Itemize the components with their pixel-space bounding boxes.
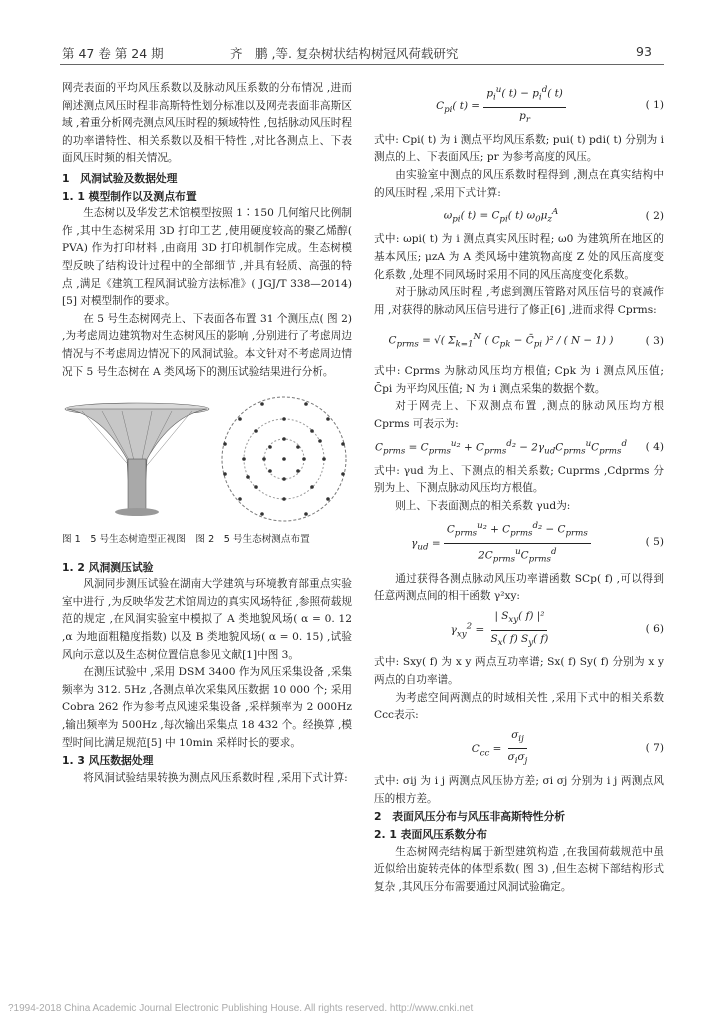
paragraph: 对于脉动风压时程 ,考虑到测压管路对风压信号的衰减作用 ,对获得的脉动风压信号进行了修正[6] ,进而求得 Cprms: — [374, 286, 664, 316]
equation-5: $\gamma_{ud}$ = $\frac{C_{prms}^u^2 + C_{prms}^d^2 - C_{prms}}{2C_{prms}^uC_{prms}^d}$ ( 5) — [374, 518, 664, 569]
equation-number: ( 5) — [645, 536, 664, 549]
figure-tree-and-points — [62, 389, 352, 529]
paragraph: 生态树网壳结构属于新型建筑构造 ,在我国荷载规范中虽近似给出旋转壳体的体型系数( 图 3) ,但生态树下部结构形式复杂 ,其风压分布需要通过风洞试验确定。 — [374, 845, 664, 893]
paragraph: 式中: Sxy( f) 为 x y 两点互功率谱; Sx( f) Sy( f) 分别为 x y 两点的自功率谱。 — [374, 656, 664, 686]
left-column — [62, 80, 352, 787]
page-number: 93 — [636, 44, 652, 59]
paragraph: 式中: ωpi( t) 为 i 测点真实风压时程; ω0 为建筑所在地区的基本风压; μzA 为 A 类风场中建筑物高度 Z 处的风压高度变化系数 ,处理不同风场时采用不同的风压高度变化系数。 — [374, 233, 664, 281]
equation-6: $\gamma_{xy}^2$ = $\frac{| S_{xy}( f) |^2}{S_x( f) S_y( f)}$ ( 6) — [450, 610, 664, 648]
tree-elevation-figure — [65, 403, 209, 516]
subsection-heading: 1. 3 风压数据处理 — [62, 754, 154, 768]
paragraph: 则上、下表面测点的相关系数 γud为: — [395, 500, 571, 512]
paragraph: 式中: γud 为上、下测点的相关系数; Cuprms ,Cdprms 分别为上、下测点脉动风压均方根值。 — [374, 464, 664, 495]
paragraph: 式中: σij 为 i j 两测点风压协方差; σi σj 分别为 i j 两测点风压的根方差。 — [374, 775, 664, 805]
subsection-heading: 1. 1 模型制作以及测点布置 — [62, 189, 197, 203]
paragraph: 将风洞试验结果转换为测点风压系数时程 ,采用下式计算: — [83, 771, 348, 784]
paragraph: 生态树以及华发艺术馆模型按照 1∶150 几何缩尺比例制作 ,其中生态树采用 3D 打印工艺 ,使用硬度较高的聚乙烯醇( PVA) 作为打印材料 ,由商用 3D 打印机制作完成。生态树模型反映了结构设计过程中的全部细节 ,并具有轻质、高强的特点 ,满足《建筑工程风洞试验方法标准》( JGJ/T 338—2014) [5] 对模型制作的要求。 — [62, 207, 352, 308]
equation-number: ( 4) — [645, 441, 664, 454]
section-heading: 2 表面风压分布与风压非高斯特性分析 — [374, 810, 566, 824]
equation-number: ( 7) — [645, 742, 664, 755]
equation-3: $C_{prms}$ = √( $\Sigma_{k=1}^N$ ( $C_{pk}$ − $C̄_{pi}$ )² / ( N − 1) ) ( 3) — [388, 331, 664, 350]
paragraph: 风洞同步测压试验在湖南大学建筑与环境教育部重点实验室中进行 ,为反映华发艺术馆周边的真实风场特征 ,参照荷载规范的规定 ,在风洞实验室中模拟了 A 类地貌风场( α = 0. 12 ,α 为地面粗糙度指数) 以及 B 类地貌风场( α = 0. 15) ,试验风向示意以及生态树位置信息参见文献[1]中图 3。 — [62, 578, 352, 661]
equation-1: $C_{pi}$( t) = $\frac{p_i^u( t) - p_i^d( t)}{p_r}$ ( 1) — [374, 82, 664, 130]
equation-4: $C_{prms} = C_{prms}^u^2 + C_{prms}^d^2 - 2\gamma_{ud}C_{prms}^uC_{prms}^d$ ( 4) — [375, 438, 664, 457]
figures — [62, 389, 352, 529]
paragraph: 由实验室中测点的风压系数时程得到 ,测点在真实结构中的风压时程 ,采用下式计算: — [374, 169, 664, 199]
paragraph: 在测压试验中 ,采用 DSM 3400 作为风压采集设备 ,采集频率为 312. 5Hz ,各测点单次采集风压数据 10 000 个; 采用 Cobra 262 作为参考点风速采集设备 ,采样频率为 2 000Hz ,输出频率为 500Hz ,每次输出采集点 18 432 个。经换算 ,模型时间比满足规范[5] 中 10min 采样时长的要求。 — [62, 666, 352, 749]
figure-caption: 图 1 5 号生态树造型正视图 图 2 5 号生态树测点布置 — [62, 534, 310, 546]
paragraph: 通过获得各测点脉动风压功率谱函数 SCp( f) ,可以得到任意两测点间的相干函数 γ²xy: — [374, 572, 664, 603]
paragraph: 式中: Cpi( t) 为 i 测点平均风压系数; pui( t) pdi( t) 分别为 i 测点的上、下表面风压; pr 为参考高度的风压。 — [374, 133, 664, 164]
paragraph: 为考虑空间两测点的时域相关性 ,采用下式中的相关系数 Ccc表示: — [374, 691, 664, 722]
header-rule — [60, 64, 664, 65]
equation-number: ( 2) — [645, 209, 664, 222]
section-heading: 1 风洞试验及数据处理 — [62, 171, 178, 185]
copyright-footer: ?1994-2018 China Academic Journal Electronic Publishing House. All rights reserved. http://www.cnki.net — [8, 1003, 474, 1014]
journal-issue: 第 47 卷 第 24 期 — [62, 46, 164, 61]
subsection-heading: 2. 1 表面风压系数分布 — [374, 827, 488, 841]
equation-number: ( 6) — [645, 623, 664, 636]
right-column — [374, 80, 664, 896]
subsection-heading: 1. 2 风洞测压试验 — [62, 560, 154, 574]
paragraph: 网壳表面的平均风压系数以及脉动风压系数的分布情况 ,进而阐述测点风压时程非高斯特性划分标准以及网壳表面非高斯区域 ,着重分析网壳测点风压时程的频域特性 ,包括脉动风压时程的功率谱特性、相关系数以及相干特性 ,对比各测点上、下表面风压时频的相关情况。 — [62, 82, 352, 165]
equation-2: $\omega_{pi}$( $t) = C_{pi}$( t) $\omega_0\mu_z^A$ ( 2) — [443, 207, 664, 225]
equation-number: ( 1) — [645, 99, 664, 112]
equation-number: ( 3) — [645, 334, 664, 347]
paragraph: 对于网壳上、下双测点布置 ,测点的脉动风压均方根 Cprms 可表示为: — [374, 400, 664, 431]
paragraph: 式中: Cprms 为脉动风压均方根值; Cpk 为 i 测点风压值; C̄pi 为平均风压值; N 为 i 测点采集的数据个数。 — [374, 365, 664, 395]
measurement-points-figure — [222, 397, 346, 521]
equation-7: $C_{cc}$ = $\frac{\sigma_{ij}}{\sigma_i\sigma_j}$ ( 7) — [471, 728, 664, 767]
paragraph: 在 5 号生态树网壳上、下表面各布置 31 个测压点( 图 2) ,为考虑周边建筑物对生态树风压的影响 ,分别进行了考虑周边情况与不考虑周边情况下的风洞试验。本文针对不考虑周边情况下 5 号生态树在 A 类风场下的测压试验结果进行分析。 — [62, 312, 352, 378]
running-title: 齐 鹏 ,等. 复杂树状结构树冠风荷载研究 — [230, 46, 459, 61]
